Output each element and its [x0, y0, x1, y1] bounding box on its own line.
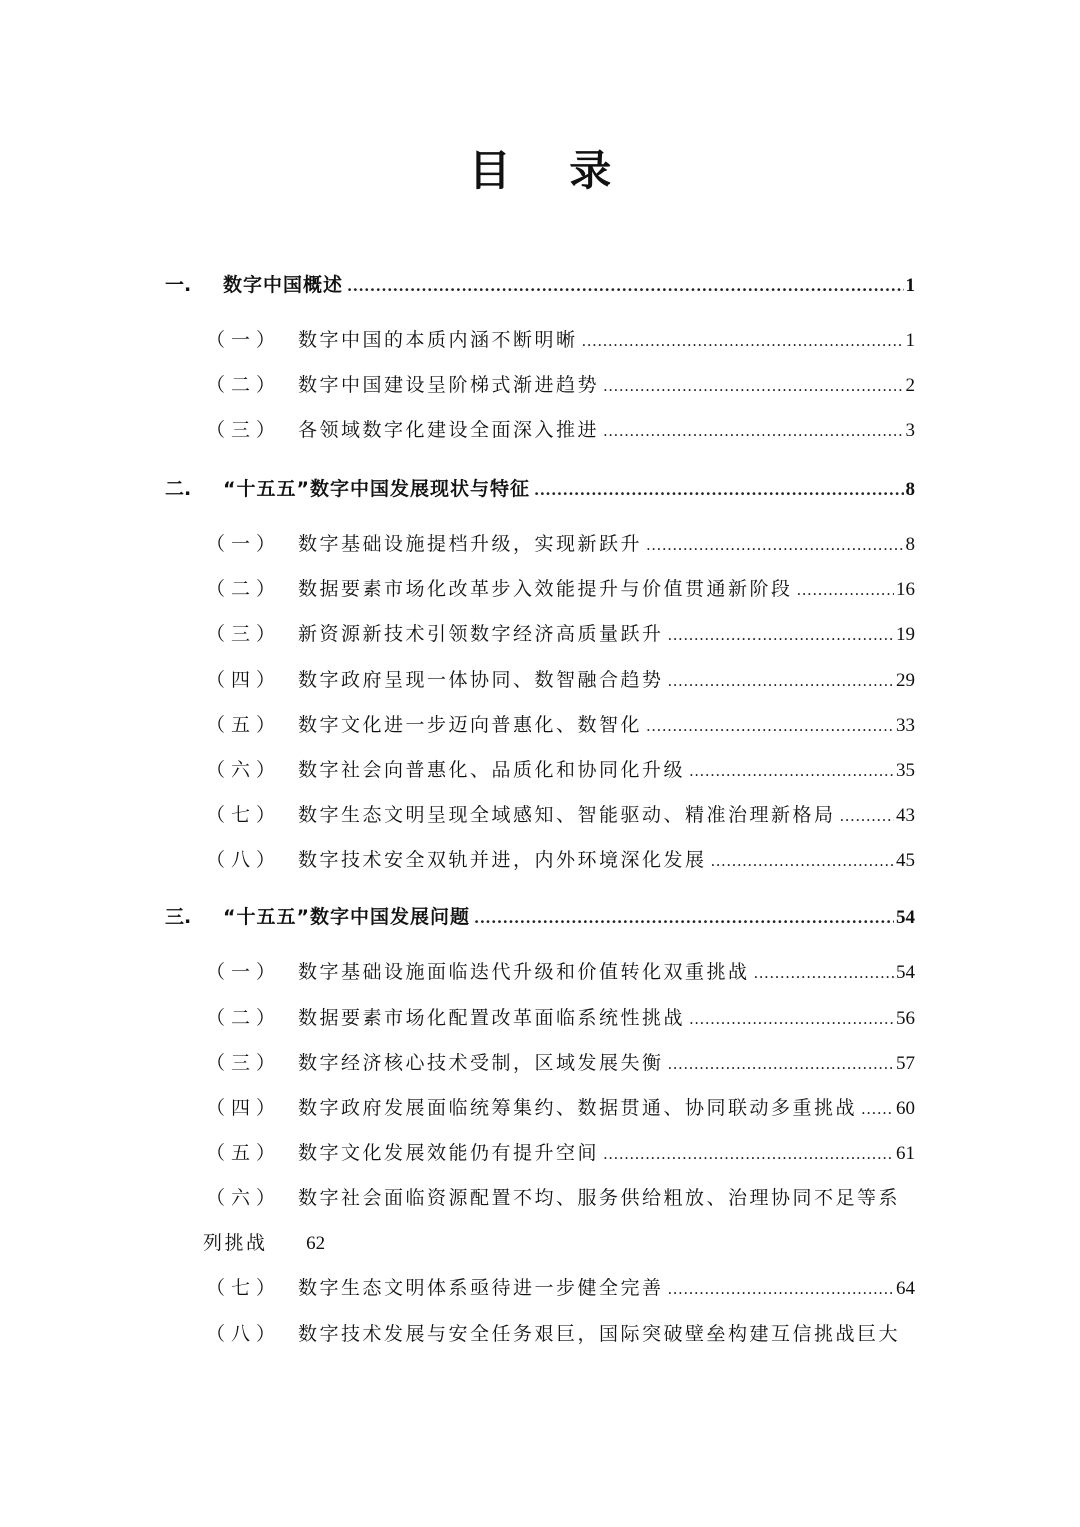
- toc-number: 三.: [165, 906, 192, 928]
- toc-entry[interactable]: [206, 325, 915, 359]
- dot-leader: [840, 807, 894, 825]
- toc-title: 数字生态文明体系亟待进一步健全完善: [298, 1277, 664, 1299]
- toc-page-number: 62: [306, 1233, 326, 1254]
- dot-leader: [646, 717, 894, 735]
- toc-page-number: 57: [896, 1053, 915, 1074]
- toc-page-number: 16: [896, 579, 915, 600]
- toc-title: 数字文化发展效能仍有提升空间: [298, 1142, 600, 1164]
- toc-number: 一.: [165, 274, 192, 296]
- toc-page-number: 61: [896, 1143, 915, 1164]
- toc-entry[interactable]: [206, 1003, 915, 1037]
- toc-number: （二）: [206, 578, 282, 600]
- toc-title: 数字技术安全双轨并进，内外环境深化发展: [298, 849, 707, 871]
- dot-leader: [861, 1100, 894, 1118]
- toc-number: （一）: [206, 329, 282, 351]
- toc-title: 数字中国建设呈阶梯式渐进趋势: [298, 374, 600, 396]
- toc-number: （二）: [206, 374, 282, 396]
- toc-entry[interactable]: [206, 957, 915, 991]
- toc-page-number: 60: [896, 1098, 915, 1119]
- toc-number: （七）: [206, 804, 282, 826]
- toc-title: 各领域数字化建设全面深入推进: [298, 419, 600, 441]
- toc-number: （四）: [206, 1097, 282, 1119]
- toc-entry[interactable]: [206, 1048, 915, 1082]
- toc-number: （七）: [206, 1277, 282, 1299]
- toc-entry[interactable]: [206, 1273, 915, 1307]
- dot-leader: [347, 277, 903, 295]
- toc-number: （三）: [206, 419, 282, 441]
- toc-title: 新资源新技术引领数字经济高质量跃升: [298, 623, 664, 645]
- toc-entry[interactable]: [206, 800, 915, 834]
- toc-number: （二）: [206, 1007, 282, 1029]
- toc-title: 数据要素市场化配置改革面临系统性挑战: [298, 1007, 686, 1029]
- toc-title-continuation: 列挑战: [203, 1232, 268, 1254]
- toc-entry-wrapped[interactable]: [206, 1183, 915, 1217]
- dot-leader: [582, 332, 904, 350]
- toc-entry-section-2[interactable]: [165, 474, 915, 508]
- toc-entry[interactable]: [206, 845, 915, 879]
- dot-leader: [668, 626, 894, 644]
- toc-title: 数字政府发展面临统筹集约、数据贯通、协同联动多重挑战: [298, 1097, 858, 1119]
- toc-title: 数字文化进一步迈向普惠化、数智化: [298, 714, 643, 736]
- dot-leader: [689, 1010, 894, 1028]
- toc-title: 数字经济核心技术受制，区域发展失衡: [298, 1052, 664, 1074]
- toc-title: 数字政府呈现一体协同、数智融合趋势: [298, 669, 664, 691]
- toc-entry-wrapped[interactable]: [206, 1319, 915, 1353]
- toc-title: 数字中国的本质内涵不断明晰: [298, 329, 578, 351]
- toc-title: “十五五”数字中国发展问题: [223, 906, 470, 928]
- dot-leader: [668, 672, 894, 690]
- toc-number: （三）: [206, 623, 282, 645]
- dot-leader: [668, 1280, 894, 1298]
- toc-page-number: 19: [896, 624, 915, 645]
- dot-leader: [754, 964, 894, 982]
- toc-title: 数据要素市场化改革步入效能提升与价值贯通新阶段: [298, 578, 793, 600]
- toc-title: 数字社会向普惠化、品质化和协同化升级: [298, 759, 686, 781]
- toc-title: 数字基础设施提档升级，实现新跃升: [298, 533, 643, 555]
- toc-page-number: 56: [896, 1008, 915, 1029]
- toc-page-number: 54: [896, 907, 915, 928]
- page-title: 目 录: [468, 146, 634, 195]
- toc-page-number: 1: [905, 330, 915, 351]
- toc-entry[interactable]: [206, 710, 915, 744]
- dot-leader: [534, 481, 904, 499]
- toc-entry[interactable]: [206, 755, 915, 789]
- toc-entry[interactable]: [206, 665, 915, 699]
- toc-page-number: 35: [896, 760, 915, 781]
- toc-number: （八）: [206, 849, 282, 871]
- toc-number: （三）: [206, 1052, 282, 1074]
- toc-page-number: 1: [905, 275, 915, 296]
- toc-entry[interactable]: [206, 619, 915, 653]
- toc-entry[interactable]: [206, 1093, 915, 1127]
- toc-page-number: 45: [896, 850, 915, 871]
- dot-leader: [797, 581, 894, 599]
- toc-page-number: 2: [905, 375, 915, 396]
- toc-page-number: 8: [905, 534, 915, 555]
- toc-number: （五）: [206, 1142, 282, 1164]
- toc-entry-continuation[interactable]: [203, 1228, 325, 1255]
- dot-leader: [474, 909, 894, 927]
- dot-leader: [668, 1055, 894, 1073]
- toc-number: （一）: [206, 961, 282, 983]
- toc-entry[interactable]: [206, 370, 915, 404]
- toc-entry-section-3[interactable]: [165, 902, 915, 936]
- dot-leader: [603, 1145, 894, 1163]
- toc-title: 数字生态文明呈现全域感知、智能驱动、精准治理新格局: [298, 804, 836, 826]
- toc-page-number: 8: [905, 479, 915, 500]
- toc-number: （四）: [206, 669, 282, 691]
- toc-number: （一）: [206, 533, 282, 555]
- toc-number: （六）: [206, 1187, 282, 1209]
- dot-leader: [603, 422, 903, 440]
- toc-number: 二.: [165, 478, 192, 500]
- toc-entry[interactable]: [206, 574, 915, 608]
- toc-number: （六）: [206, 759, 282, 781]
- toc-number: （五）: [206, 714, 282, 736]
- toc-title: 数字中国概述: [223, 274, 344, 296]
- toc-entry[interactable]: [206, 1138, 915, 1172]
- toc-page-number: 29: [896, 670, 915, 691]
- dot-leader: [711, 852, 894, 870]
- toc-entry[interactable]: [206, 529, 915, 563]
- toc-entry[interactable]: [206, 415, 915, 449]
- dot-leader: [689, 762, 894, 780]
- toc-page-number: 54: [896, 962, 915, 983]
- dot-leader: [603, 377, 903, 395]
- toc-entry-section-1[interactable]: [165, 270, 915, 304]
- toc-page-number: 3: [905, 420, 915, 441]
- toc-number: （八）: [206, 1323, 282, 1345]
- toc-page-number: 33: [896, 715, 915, 736]
- toc-title: “十五五”数字中国发展现状与特征: [223, 478, 530, 500]
- toc-title: 数字基础设施面临迭代升级和价值转化双重挑战: [298, 961, 750, 983]
- toc-page-number: 43: [896, 805, 915, 826]
- dot-leader: [646, 536, 903, 554]
- toc-title: 数字技术发展与安全任务艰巨，国际突破壁垒构建互信挑战巨大: [298, 1323, 901, 1345]
- toc-title: 数字社会面临资源配置不均、服务供给粗放、治理协同不足等系: [298, 1187, 901, 1209]
- toc-page-number: 64: [896, 1278, 915, 1299]
